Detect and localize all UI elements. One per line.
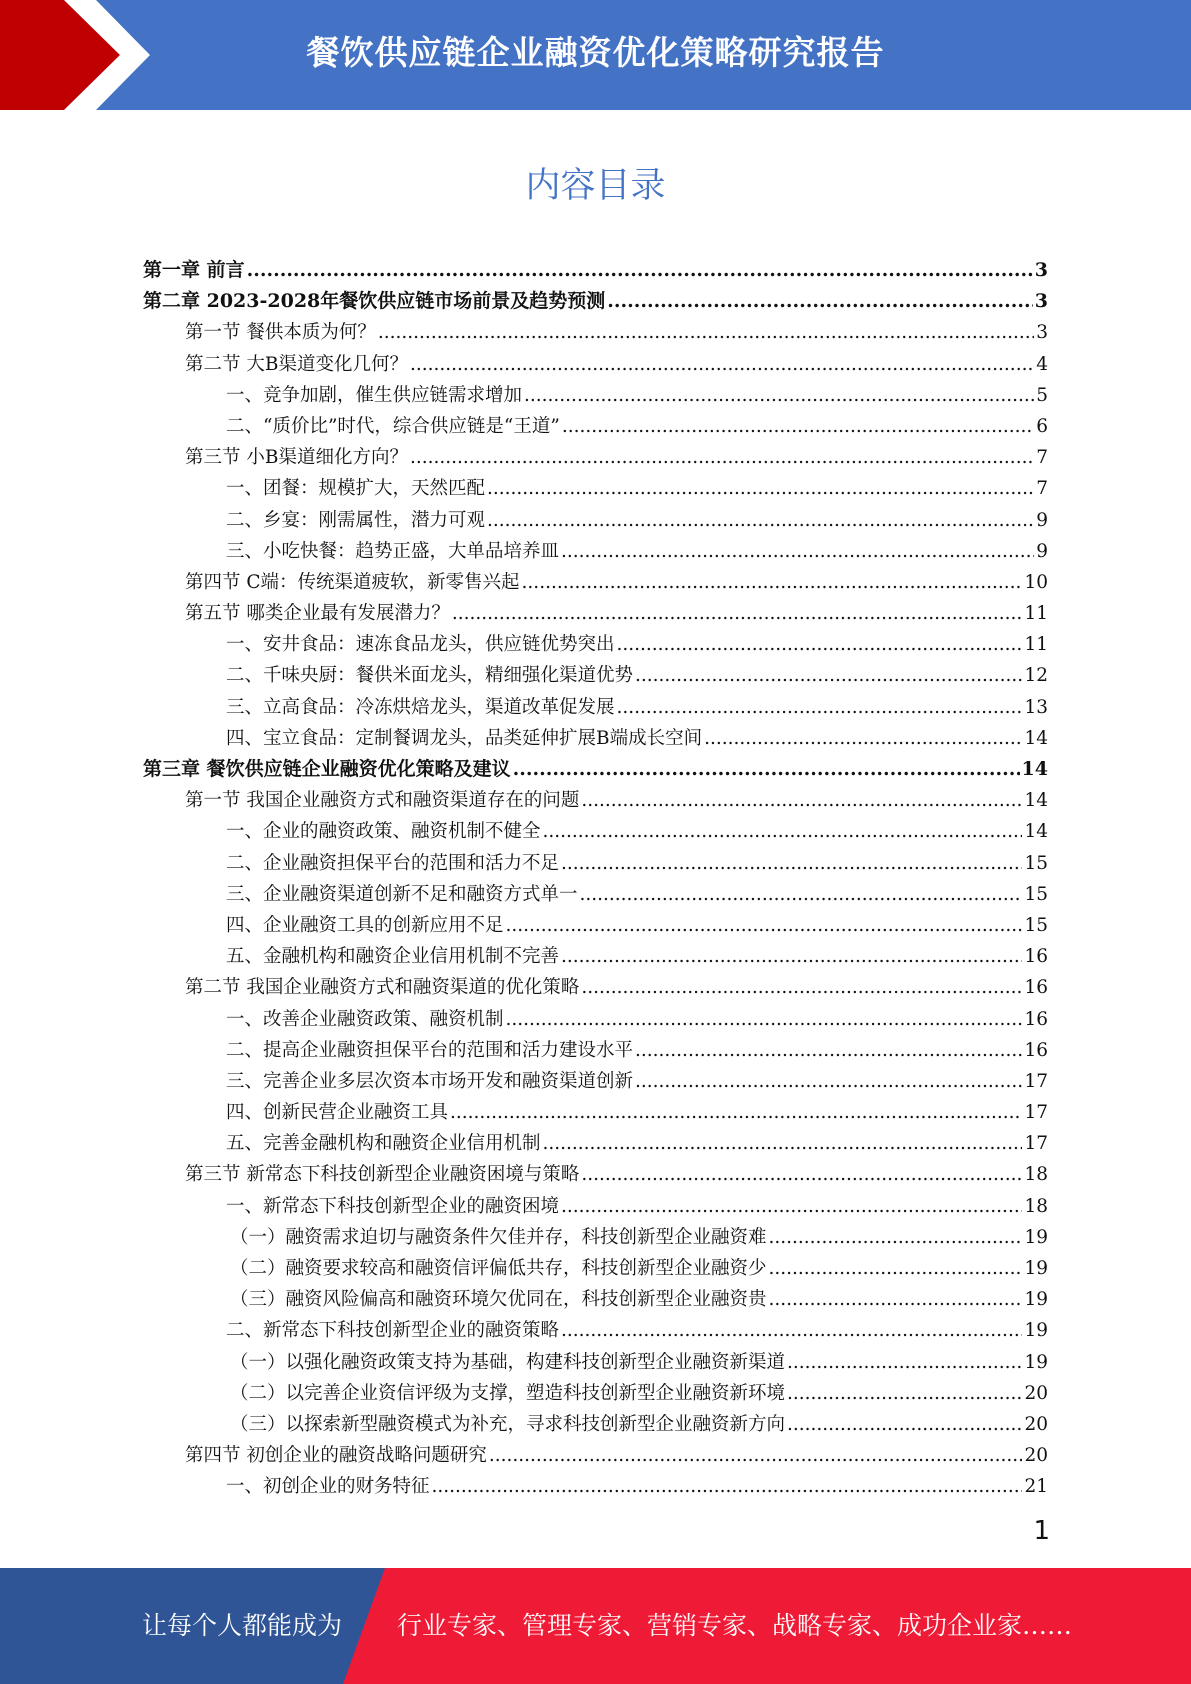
report-title: 餐饮供应链企业融资优化策略研究报告 <box>306 33 885 72</box>
toc-entry[interactable] <box>143 1440 1048 1471</box>
toc-entry-page: 16 <box>1024 1008 1048 1030</box>
toc-entry-page: 15 <box>1024 883 1048 905</box>
toc-entry-page: 19 <box>1024 1226 1048 1248</box>
toc-entry-page: 14 <box>1021 758 1048 780</box>
footer-slogan-right: 行业专家、管理专家、营销专家、战略专家、成功企业家…… <box>397 1611 1073 1640</box>
toc-entry-title: 三、企业融资渠道创新不足和融资方式单一 <box>226 883 578 905</box>
toc-leader-dots <box>450 1097 1022 1128</box>
header-banner <box>0 0 1191 110</box>
toc-entry-title: 一、企业的融资政策、融资机制不健全 <box>226 821 541 843</box>
toc-entry-page: 14 <box>1024 790 1048 812</box>
toc-entry-page: 16 <box>1024 1039 1048 1061</box>
toc-entry-title: （三）以探索新型融资模式为补充，寻求科技创新型企业融资新方向 <box>230 1413 786 1435</box>
toc-entry[interactable] <box>143 1222 1048 1253</box>
toc-entry[interactable] <box>143 723 1048 754</box>
toc-entry-title: 第一节 我国企业融资方式和融资渠道存在的问题 <box>185 790 580 812</box>
toc-entry[interactable] <box>143 879 1048 910</box>
toc-entry-page: 20 <box>1024 1445 1048 1467</box>
toc-entry-page: 12 <box>1024 665 1048 687</box>
toc-entry-page: 7 <box>1036 478 1048 500</box>
toc-leader-dots <box>506 1004 1023 1035</box>
toc-entry-title: 第四节 C端：传统渠道疲软，新零售兴起 <box>185 571 520 593</box>
toc-entry-page: 18 <box>1024 1195 1048 1217</box>
footer-slogan-left: 让每个人都能成为 <box>142 1611 343 1640</box>
toc-entry-title: 第五节 哪类企业最有发展潜力？ <box>185 603 450 625</box>
toc-entry[interactable] <box>143 1315 1048 1346</box>
toc-entry-page: 15 <box>1024 914 1048 936</box>
toc-entry-title: 第三章 餐饮供应链企业融资优化策略及建议 <box>143 758 511 780</box>
toc-entry[interactable] <box>143 941 1048 972</box>
toc-heading: 内容目录 <box>525 166 666 206</box>
toc-leader-dots <box>410 349 1034 380</box>
toc-entry-title: （二）以完善企业资信评级为支撑，塑造科技创新型企业融资新环境 <box>230 1382 786 1404</box>
toc-entry[interactable] <box>143 1159 1048 1190</box>
toc-entry-page: 11 <box>1024 603 1048 625</box>
toc-leader-dots <box>787 1347 1022 1378</box>
toc-entry-page: 7 <box>1036 447 1048 469</box>
toc-entry-title: 第二章 2023-2028年餐饮供应链市场前景及趋势预测 <box>143 290 606 313</box>
toc-entry-page: 20 <box>1024 1413 1048 1435</box>
toc-entry-page: 16 <box>1024 946 1048 968</box>
toc-leader-dots <box>506 910 1023 941</box>
toc-entry-page: 13 <box>1024 696 1048 718</box>
toc-entry-title: 四、企业融资工具的创新应用不足 <box>226 914 504 936</box>
toc-entry-page: 15 <box>1024 852 1048 874</box>
toc-leader-dots <box>635 1035 1022 1066</box>
toc-entry-page: 14 <box>1024 821 1048 843</box>
page-number: 1 <box>1033 1516 1050 1546</box>
toc-leader-dots <box>524 380 1034 411</box>
toc-entry[interactable] <box>143 910 1048 941</box>
toc-leader-dots <box>247 255 1033 286</box>
toc-entry-title: 一、竞争加剧，催生供应链需求增加 <box>226 384 523 406</box>
toc-entry-page: 3 <box>1034 259 1048 281</box>
toc-leader-dots <box>617 629 1023 660</box>
toc-leader-dots <box>635 1066 1022 1097</box>
toc-entry-title: 四、创新民营企业融资工具 <box>226 1102 449 1124</box>
toc-entry-page: 9 <box>1036 509 1048 531</box>
toc-entry-page: 17 <box>1024 1133 1048 1155</box>
toc-entry[interactable] <box>143 848 1048 879</box>
toc-leader-dots <box>378 317 1034 348</box>
toc-leader-dots <box>580 879 1023 910</box>
toc-leader-dots <box>543 1128 1023 1159</box>
toc-entry-title: 五、金融机构和融资企业信用机制不完善 <box>226 946 560 968</box>
toc-entry-title: （一）以强化融资政策支持为基础，构建科技创新型企业融资新渠道 <box>230 1351 786 1373</box>
toc-entry-page: 17 <box>1024 1070 1048 1092</box>
toc-leader-dots <box>561 848 1022 879</box>
toc-entry[interactable] <box>143 317 1048 348</box>
toc-entry[interactable] <box>143 1284 1048 1315</box>
toc-entry-title: 三、小吃快餐：趋势正盛，大单品培养皿 <box>226 540 560 562</box>
toc-entry-page: 9 <box>1036 540 1048 562</box>
toc-leader-dots <box>617 692 1023 723</box>
toc-leader-dots <box>489 1440 1023 1471</box>
toc-leader-dots <box>513 754 1020 785</box>
toc-leader-dots <box>769 1222 1023 1253</box>
footer-banner <box>0 1568 1191 1684</box>
toc-entry-page: 3 <box>1034 290 1048 313</box>
toc-entry-title: 一、改善企业融资政策、融资机制 <box>226 1008 504 1030</box>
toc-entry[interactable] <box>143 1347 1048 1378</box>
toc-leader-dots <box>561 536 1034 567</box>
toc-leader-dots <box>410 442 1034 473</box>
toc-entry[interactable] <box>143 567 1048 598</box>
toc-entry-title: 一、初创企业的财务特征 <box>226 1476 430 1498</box>
toc-leader-dots <box>769 1253 1023 1284</box>
toc-entry-page: 10 <box>1024 571 1048 593</box>
toc-entry[interactable] <box>143 660 1048 691</box>
toc-leader-dots <box>607 286 1033 317</box>
toc-entry-title: 二、乡宴：刚需属性，潜力可观 <box>226 509 486 531</box>
toc-entry-page: 19 <box>1024 1258 1048 1279</box>
toc-entry-page: 14 <box>1024 727 1048 749</box>
toc-leader-dots <box>487 473 1034 504</box>
table-of-contents <box>143 255 1048 1503</box>
toc-entry[interactable] <box>143 1128 1048 1159</box>
toc-leader-dots <box>522 567 1023 598</box>
toc-entry-page: 6 <box>1036 415 1048 437</box>
toc-leader-dots <box>543 816 1023 847</box>
toc-entry-title: 二、提高企业融资担保平台的范围和活力建设水平 <box>226 1039 634 1061</box>
toc-leader-dots <box>561 941 1022 972</box>
toc-entry-title: 第四节 初创企业的融资战略问题研究 <box>185 1445 487 1467</box>
toc-entry-page: 17 <box>1024 1102 1048 1124</box>
toc-entry[interactable] <box>143 1035 1048 1066</box>
toc-entry[interactable] <box>143 286 1048 317</box>
toc-entry[interactable] <box>143 442 1048 473</box>
toc-entry[interactable] <box>143 473 1048 504</box>
toc-entry-page: 5 <box>1036 384 1048 406</box>
toc-leader-dots <box>581 785 1022 816</box>
toc-leader-dots <box>561 1315 1022 1346</box>
toc-entry-title: 第一节 餐供本质为何？ <box>185 322 376 344</box>
toc-entry[interactable] <box>143 380 1048 411</box>
toc-entry[interactable] <box>143 1409 1048 1440</box>
toc-entry-title: 第二节 我国企业融资方式和融资渠道的优化策略 <box>185 977 580 999</box>
toc-entry-title: 二、“质价比”时代，综合供应链是“王道” <box>226 415 560 437</box>
toc-leader-dots <box>787 1409 1022 1440</box>
toc-entry-page: 19 <box>1024 1289 1048 1311</box>
toc-entry-title: 第三节 小B渠道细化方向？ <box>185 447 408 469</box>
toc-entry[interactable] <box>143 1378 1048 1409</box>
toc-entry-page: 19 <box>1024 1351 1048 1373</box>
toc-entry-page: 20 <box>1024 1382 1048 1404</box>
toc-entry[interactable] <box>143 785 1048 816</box>
toc-entry-page: 18 <box>1024 1164 1048 1186</box>
toc-leader-dots <box>704 723 1022 754</box>
toc-leader-dots <box>581 972 1022 1003</box>
toc-entry-page: 3 <box>1036 322 1048 344</box>
toc-entry[interactable] <box>143 1191 1048 1222</box>
toc-leader-dots <box>561 1191 1022 1222</box>
toc-entry[interactable] <box>143 505 1048 536</box>
toc-entry-title: （三）融资风险偏高和融资环境欠优同在，科技创新型企业融资贵 <box>230 1289 767 1311</box>
toc-entry-title: 第一章 前言 <box>143 259 245 281</box>
toc-leader-dots <box>432 1471 1023 1502</box>
toc-entry[interactable] <box>143 754 1048 785</box>
toc-entry-title: 一、团餐：规模扩大，天然匹配 <box>226 478 486 500</box>
toc-leader-dots <box>635 660 1022 691</box>
toc-leader-dots <box>787 1378 1022 1409</box>
toc-entry[interactable] <box>143 816 1048 847</box>
toc-entry-title: 第二节 大B渠道变化几何？ <box>185 353 408 375</box>
toc-entry[interactable] <box>143 972 1048 1003</box>
toc-entry-title: 二、企业融资担保平台的范围和活力不足 <box>226 852 560 874</box>
toc-entry-title: 五、完善金融机构和融资企业信用机制 <box>226 1133 541 1155</box>
toc-entry-title: 二、新常态下科技创新型企业的融资策略 <box>226 1320 560 1342</box>
toc-entry[interactable] <box>143 411 1048 442</box>
toc-entry[interactable] <box>143 692 1048 723</box>
toc-leader-dots <box>581 1159 1022 1190</box>
toc-entry-page: 16 <box>1024 977 1048 999</box>
toc-entry[interactable] <box>143 255 1048 286</box>
toc-entry-page: 21 <box>1024 1476 1048 1498</box>
toc-entry-title: 一、新常态下科技创新型企业的融资困境 <box>226 1195 560 1217</box>
toc-entry[interactable] <box>143 598 1048 629</box>
toc-entry-title: 三、完善企业多层次资本市场开发和融资渠道创新 <box>226 1070 634 1092</box>
toc-entry-page: 11 <box>1024 634 1048 656</box>
toc-entry[interactable] <box>143 1471 1048 1502</box>
toc-entry-title: 一、安井食品：速冻食品龙头，供应链优势突出 <box>226 634 615 656</box>
toc-entry[interactable] <box>143 349 1048 380</box>
toc-leader-dots <box>452 598 1023 629</box>
toc-entry[interactable] <box>143 536 1048 567</box>
toc-entry-page: 4 <box>1036 353 1048 375</box>
toc-entry-page: 19 <box>1024 1320 1048 1342</box>
toc-entry[interactable] <box>143 1097 1048 1128</box>
toc-entry-title: （二）融资要求较高和融资信评偏低共存，科技创新型企业融资少 <box>230 1258 767 1279</box>
toc-entry-title: 二、千味央厨：餐供米面龙头，精细强化渠道优势 <box>226 665 634 687</box>
toc-leader-dots <box>769 1284 1023 1315</box>
toc-entry[interactable] <box>143 1253 1048 1284</box>
toc-entry-title: 第三节 新常态下科技创新型企业融资困境与策略 <box>185 1164 580 1186</box>
toc-entry[interactable] <box>143 1066 1048 1097</box>
toc-entry-title: 三、立高食品：冷冻烘焙龙头，渠道改革促发展 <box>226 696 615 718</box>
toc-entry[interactable] <box>143 629 1048 660</box>
toc-leader-dots <box>562 411 1034 442</box>
toc-entry-title: 四、宝立食品：定制餐调龙头，品类延伸扩展B端成长空间 <box>226 727 703 749</box>
toc-entry-title: （一）融资需求迫切与融资条件欠佳并存，科技创新型企业融资难 <box>230 1226 767 1248</box>
toc-entry[interactable] <box>143 1004 1048 1035</box>
toc-leader-dots <box>487 505 1034 536</box>
